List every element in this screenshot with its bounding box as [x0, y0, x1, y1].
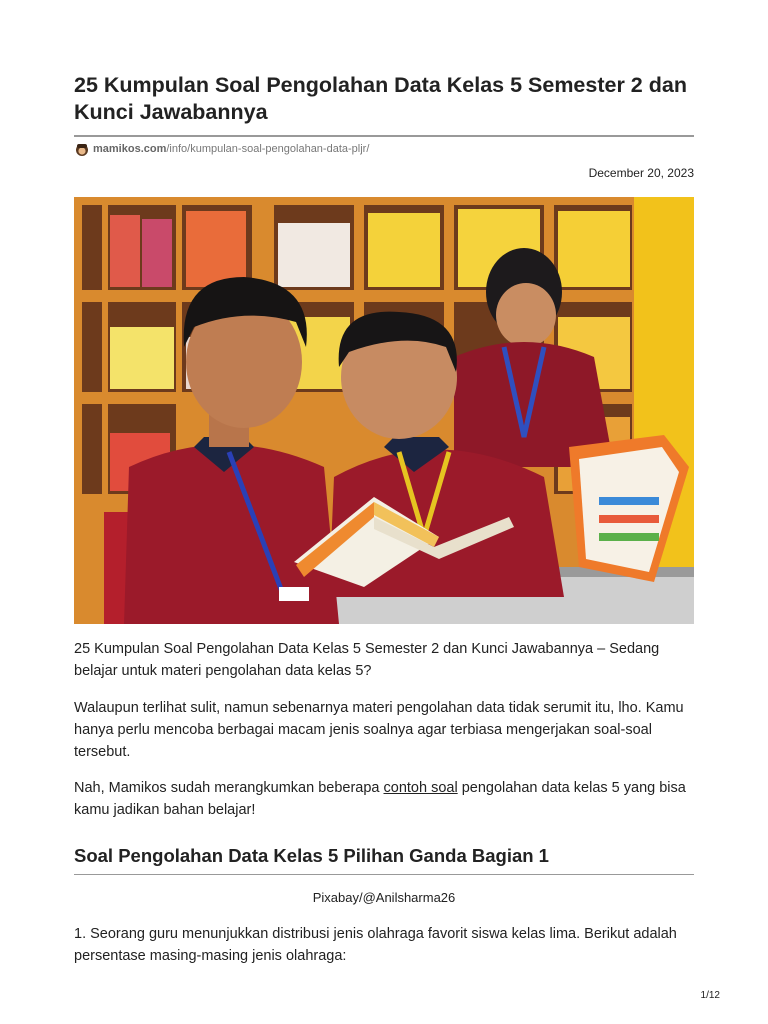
title-divider [74, 135, 694, 137]
publish-date: December 20, 2023 [588, 166, 694, 180]
summary-text-before: Nah, Mamikos sudah merangkumkan beberapa [74, 780, 384, 796]
explanation-paragraph: Walaupun terlihat sulit, namun sebenarnya materi pengolahan data tidak serumit itu, lho. Kamu hanya perlu mencoba berbagai macam jenis soalnya agar terbiasa mengerjakan soal-soal tersebut. [74, 700, 684, 760]
summary-paragraph [74, 777, 694, 821]
section-heading: Soal Pengolahan Data Kelas 5 Pilihan Ganda Bagian 1 [74, 845, 549, 866]
question-1: 1. Seorang guru menunjukkan distribusi jenis olahraga favorit siswa kelas lima. Berikut adalah persentase masing-masing jenis olahraga: [74, 926, 677, 964]
classroom-reading-illustration [74, 197, 694, 624]
image-credit: Pixabay/@Anilsharma26 [312, 890, 456, 905]
article-title: 25 Kumpulan Soal Pengolahan Data Kelas 5 Semester 2 dan Kunci Jawabannya [74, 73, 687, 124]
intro-paragraph: 25 Kumpulan Soal Pengolahan Data Kelas 5 Semester 2 dan Kunci Jawabannya – Sedang belajar untuk materi pengolahan data kelas 5? [74, 641, 660, 679]
summary-text-after: pengolahan data kelas 5 yang bisa kamu jadikan bahan belajar! [74, 780, 686, 818]
section-divider [74, 874, 694, 875]
page-number: 1/12 [700, 990, 720, 1001]
source-domain[interactable]: mamikos.com [93, 143, 167, 155]
source-path[interactable]: /info/kumpulan-soal-pengolahan-data-pljr/ [166, 143, 370, 155]
hero-image [74, 197, 694, 624]
source-line[interactable] [74, 142, 369, 156]
mamikos-logo-icon [74, 142, 90, 156]
contoh-soal-link[interactable]: contoh soal [383, 780, 458, 796]
